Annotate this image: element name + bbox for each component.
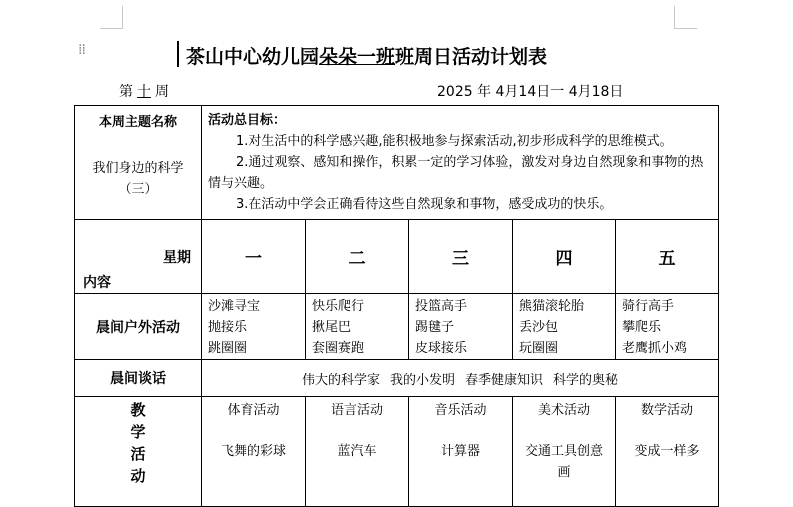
morning-talk-topics[interactable]	[202, 360, 719, 397]
teaching-category: 音乐活动	[434, 403, 487, 418]
teaching-label[interactable]	[75, 397, 202, 507]
teaching-category: 体育活动	[227, 403, 280, 418]
teaching-category: 数学活动	[640, 403, 693, 418]
teaching-activity: 计算器	[440, 444, 480, 459]
outdoor-activity: 攀爬乐	[622, 320, 662, 335]
day-header-fri[interactable]: 五	[616, 220, 719, 294]
weekly-plan-table	[74, 105, 719, 507]
teaching-thu[interactable]	[513, 397, 616, 507]
week-suffix: 周	[155, 84, 169, 100]
outdoor-activity: 跳圈圈	[208, 341, 248, 356]
week-number: 十	[137, 84, 151, 100]
outdoor-label[interactable]: 晨间户外活动	[75, 294, 202, 360]
content-label: 内容	[83, 275, 111, 291]
teaching-category: 语言活动	[330, 403, 383, 418]
day-header-wed[interactable]: 三	[409, 220, 513, 294]
page-corner-mark-right	[674, 6, 697, 29]
title-kindergarten: 茶山中心幼儿园	[186, 46, 320, 68]
teaching-tue[interactable]	[306, 397, 409, 507]
morning-talk-row	[75, 360, 719, 397]
teaching-activity: 交通工具创意画	[524, 444, 603, 480]
talk-topic: 春季健康知识	[465, 372, 544, 388]
talk-topic: 科学的奥秘	[553, 372, 619, 388]
theme-row	[75, 106, 719, 220]
outdoor-activity: 投篮高手	[415, 299, 468, 314]
teaching-mon[interactable]	[202, 397, 306, 507]
outdoor-activity: 骑行高手	[622, 299, 675, 314]
outdoor-fri[interactable]	[616, 294, 719, 360]
outdoor-activity: 熊猫滚轮胎	[519, 299, 585, 314]
morning-talk-label[interactable]: 晨间谈话	[75, 360, 202, 397]
page-corner-mark-left	[100, 6, 123, 29]
day-header-mon[interactable]: 一	[202, 220, 306, 294]
outdoor-activity: 揪尾巴	[312, 320, 352, 335]
goal-item: 1.对生活中的科学感兴趣,能积极地参与探索活动,初步形成科学的思维模式。	[236, 134, 673, 149]
outdoor-activity: 快乐爬行	[312, 299, 365, 314]
teaching-activity: 飞舞的彩球	[220, 444, 286, 459]
talk-topic: 我的小发明	[389, 372, 455, 388]
outdoor-row	[75, 294, 719, 360]
week-prefix: 第	[119, 84, 133, 100]
teaching-row	[75, 397, 719, 507]
teaching-activity: 蓝汽车	[337, 444, 377, 459]
outdoor-activity: 老鹰抓小鸡	[622, 341, 688, 356]
week-line[interactable]	[119, 81, 169, 101]
day-header-tue[interactable]: 二	[306, 220, 409, 294]
teaching-category: 美术活动	[537, 403, 590, 418]
theme-cell[interactable]	[75, 106, 202, 220]
outdoor-thu[interactable]	[513, 294, 616, 360]
theme-name-line2: （三）	[118, 182, 158, 197]
outdoor-activity: 皮球接乐	[415, 341, 468, 356]
outdoor-activity: 沙滩寻宝	[208, 299, 261, 314]
outdoor-mon[interactable]	[202, 294, 306, 360]
teaching-wed[interactable]	[409, 397, 513, 507]
talk-topic: 伟大的科学家	[301, 372, 380, 388]
theme-label: 本周主题名称	[98, 115, 177, 130]
goals-cell[interactable]	[202, 106, 719, 220]
header-row	[75, 220, 719, 294]
teaching-activity: 变成一样多	[634, 444, 700, 459]
outdoor-activity: 套圈赛跑	[312, 341, 365, 356]
teaching-label-char: 动	[130, 467, 146, 485]
outdoor-activity: 玩圈圈	[519, 341, 559, 356]
outdoor-tue[interactable]	[306, 294, 409, 360]
teaching-label-char: 活	[130, 445, 146, 463]
weekday-content-header[interactable]	[75, 220, 202, 294]
outdoor-activity: 抛接乐	[208, 320, 248, 335]
teaching-fri[interactable]	[616, 397, 719, 507]
title-suffix: 班周日活动计划表	[395, 46, 548, 68]
outdoor-activity: 踢毽子	[415, 320, 455, 335]
goal-item: 2.通过观察、感知和操作，积累一定的学习体验，激发对身边自然现象和事物的热情与兴趣。	[208, 155, 704, 191]
goal-item: 3.在活动中学会正确看待这些自然现象和事物，感受成功的快乐。	[236, 197, 613, 212]
text-cursor	[177, 41, 179, 67]
teaching-label-char: 学	[130, 423, 146, 441]
theme-name-line1: 我们身边的科学	[92, 161, 184, 176]
weekday-label: 星期	[163, 250, 191, 266]
document-title[interactable]	[186, 42, 547, 69]
outdoor-wed[interactable]	[409, 294, 513, 360]
teaching-label-char: 教	[130, 401, 146, 419]
goals-title: 活动总目标：	[208, 113, 287, 128]
day-header-thu[interactable]: 四	[513, 220, 616, 294]
date-range[interactable]: 2025 年 4月14日一 4月18日	[437, 84, 624, 100]
title-class-name: 朵朵一班	[319, 46, 396, 68]
drag-handle-icon[interactable]: ⁞⁞	[78, 42, 85, 58]
outdoor-activity: 丢沙包	[519, 320, 559, 335]
theme-name	[75, 158, 201, 200]
